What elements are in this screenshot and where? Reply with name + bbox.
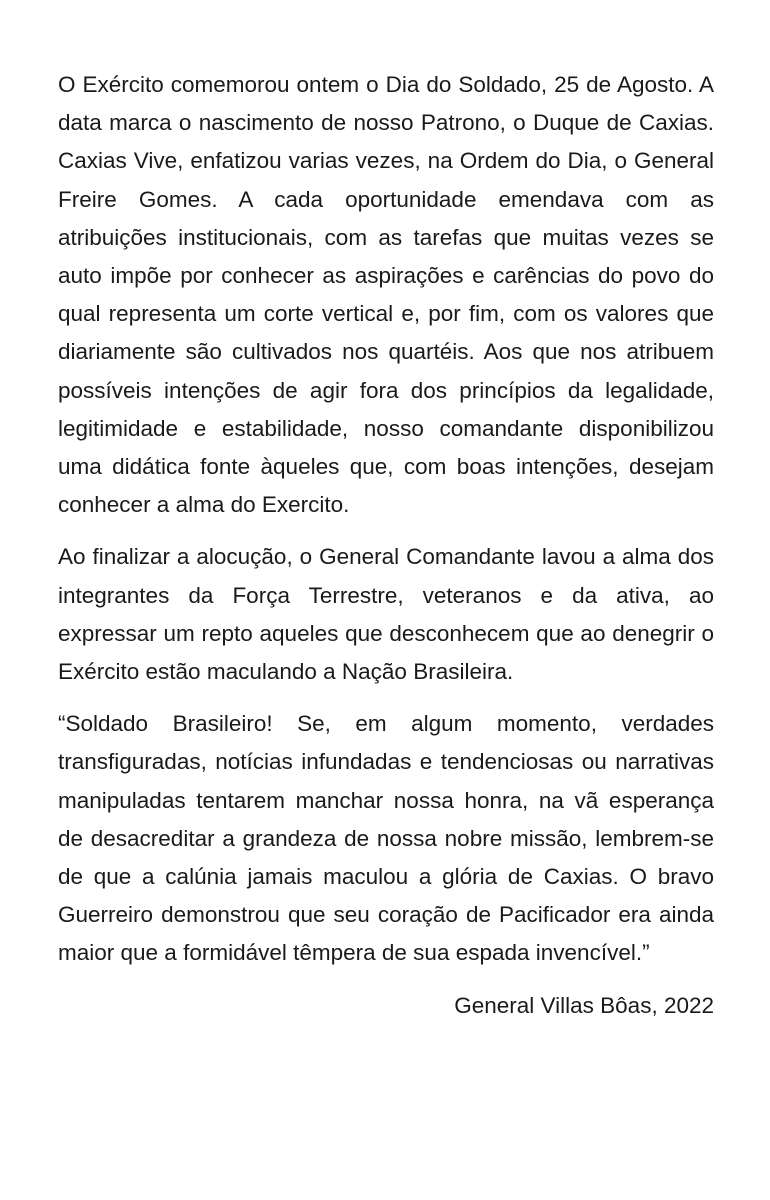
paragraph-quote: “Soldado Brasileiro! Se, em algum momento, verdades transfiguradas, notícias infundadas e tendenciosas ou narrativas manipuladas tentarem manchar nossa honra, na vã esperança de desacreditar a grandeza de nossa nobre missão, lembrem-se de que a calúnia jamais maculou a glória de Caxias. O bravo Guerreiro demonstrou que seu coração de Pacificador era ainda maior que a formidável têmpera de sua espada invencível.” — [58, 711, 714, 966]
paragraph-spacer — [58, 691, 714, 705]
paragraph-spacer — [58, 973, 714, 987]
paragraph-dia-do-soldado: O Exército comemorou ontem o Dia do Soldado, 25 de Agosto. A data marca o nascimento de nosso Patrono, o Duque de Caxias. Caxias Vive, enfatizou varias vezes, na Ordem do Dia, o General Freire Gomes. A cada oportunidade emendava com as atribuições institucionais, com as tarefas que muitas vezes se auto impõe por conhecer as aspirações e carências do povo do qual representa um corte vertical e, por fim, com os valores que diariamente são cultivados nos quartéis. Aos que nos atribuem possíveis intenções de agir fora dos princípios da legalidade, legitimidade e estabilidade, nosso comandante disponibilizou uma didática fonte àqueles que, com boas intenções, desejam conhecer a alma do Exercito. — [58, 72, 714, 518]
paragraph-spacer — [58, 524, 714, 538]
paragraph-alocucao: Ao finalizar a alocução, o General Comandante lavou a alma dos integrantes da Força Terrestre, veteranos e da ativa, ao expressar um repto aqueles que desconhecem que ao denegrir o Exército estão maculando a Nação Brasileira. — [58, 544, 714, 685]
signature-line: General Villas Bôas, 2022 — [454, 992, 714, 1018]
